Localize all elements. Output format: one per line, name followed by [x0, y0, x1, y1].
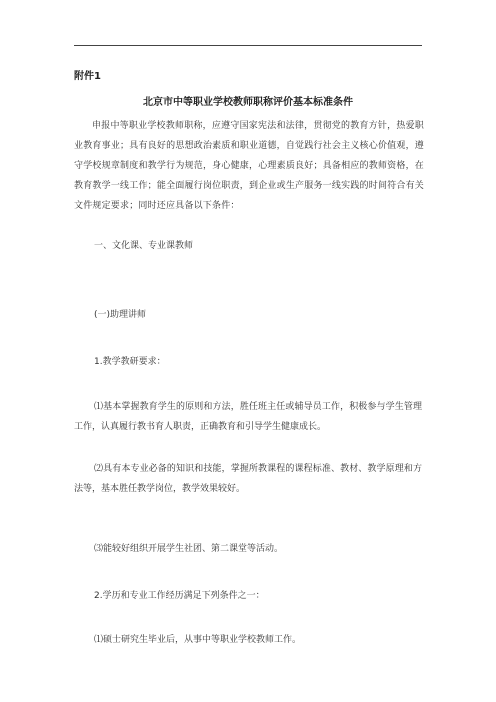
paragraph-item-1-1: ⑴基本掌握教育学生的原则和方法，胜任班主任或辅导员工作，积极参与学生管理工作，认真履行教书育人职责，正确教育和引导学生健康成长。 — [74, 402, 422, 432]
paragraph-item-1-3: ⑶能较好组织开展学生社团、第二课堂等活动。 — [94, 544, 284, 554]
intro-paragraph: 申报中等职业学校教师职称，应遵守国家宪法和法律，贯彻党的教育方针，热爱职业教育事业；具有良好的思想政治素质和职业道德，自觉践行社会主义核心价值观，遵守学校规章制度和教学行为规范，身心健康，心理素质良好；具备相应的教师资格，在教育教学一线工作；能全面履行岗位职责，到企业或生产服务一线实践的时间符合有关文件规定要求；同时还应具备以下条件： — [74, 121, 424, 211]
item-heading-teaching: 1.教学教研要求： — [94, 357, 166, 367]
paragraph-item-1-2: ⑵具有本专业必备的知识和技能，掌握所教课程的课程标准、教材、教学原理和方法等，基本胜任教学岗位，教学效果较好。 — [74, 464, 422, 494]
paragraph-item-2-1: ⑴硕士研究生毕业后，从事中等职业学校教师工作。 — [94, 635, 302, 645]
document-title: 北京市中等职业学校教师职称评价基本标准条件 — [143, 97, 353, 108]
attachment-label: 附件1 — [74, 71, 101, 82]
item-heading-education: 2.学历和专业工作经历满足下列条件之一： — [94, 591, 265, 601]
subsection-heading: (一)助理讲师 — [94, 310, 147, 320]
section-heading: 一、文化课、专业课教师 — [94, 241, 194, 251]
header-rule — [74, 45, 422, 46]
